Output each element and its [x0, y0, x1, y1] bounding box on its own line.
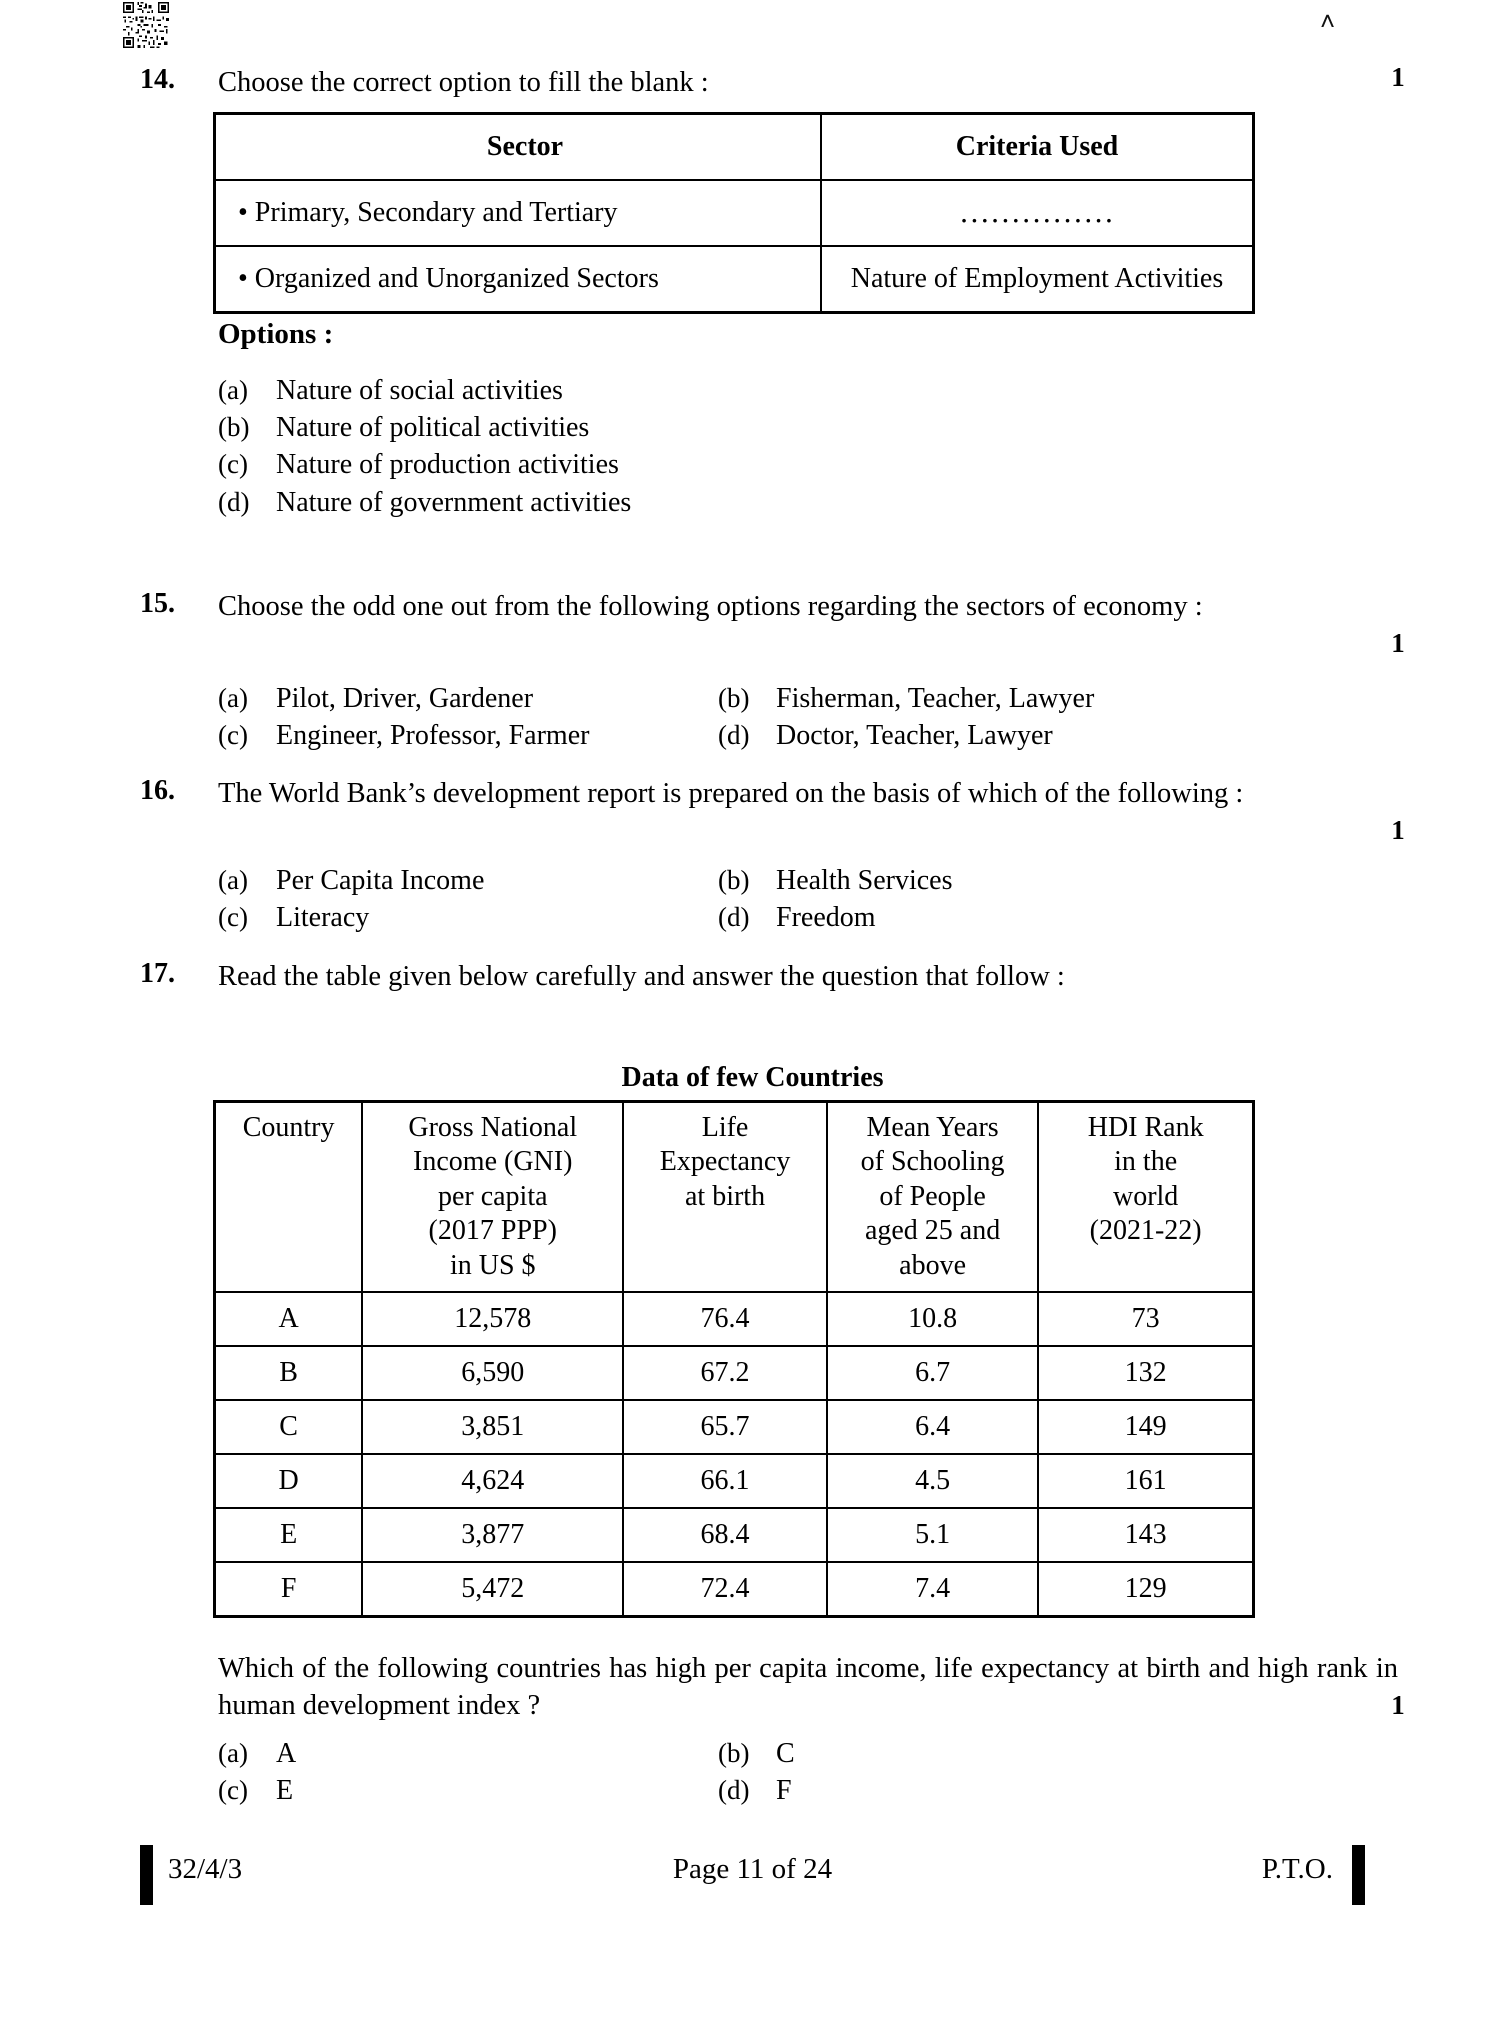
paper-code: 32/4/3	[168, 1853, 243, 1885]
header-school-line-3: of People	[879, 1180, 986, 1212]
option-b-text: Fisherman, Teacher, Lawyer	[776, 683, 1095, 714]
cell-gni: 12,578	[362, 1292, 623, 1346]
option-d[interactable]	[218, 484, 1318, 521]
option-b[interactable]	[218, 409, 1318, 446]
option-b-text: Health Services	[776, 865, 953, 896]
option-a-label: (a)	[218, 375, 248, 405]
option-a-text: Per Capita Income	[276, 865, 485, 896]
option-a-text: A	[276, 1738, 297, 1769]
question-17	[140, 958, 1320, 995]
table-header-row	[215, 1102, 1254, 1293]
cell-mean-schooling: 6.7	[827, 1346, 1038, 1400]
question-16-marks: 1	[1391, 815, 1405, 845]
cell-country: E	[215, 1508, 363, 1562]
header-school-line-1: Mean Years	[866, 1112, 999, 1143]
header-life-line-2: Expectancy	[659, 1146, 791, 1178]
header-school-line-2: of Schooling	[860, 1146, 1005, 1178]
option-row	[218, 1735, 1398, 1772]
cell-gni: 3,877	[362, 1508, 623, 1562]
header-hdi-line-4: (2021-22)	[1089, 1215, 1202, 1247]
cell-gni: 5,472	[362, 1562, 623, 1617]
qr-code	[118, 2, 174, 48]
option-d-text: Doctor, Teacher, Lawyer	[776, 720, 1053, 752]
header-country	[215, 1102, 363, 1293]
option-c-label: (c)	[218, 1775, 248, 1806]
cell-country: C	[215, 1400, 363, 1454]
header-hdi-line-3: world	[1112, 1180, 1179, 1212]
cell-sector-primary: • Primary, Secondary and Tertiary	[215, 180, 822, 246]
table-row	[215, 1562, 1254, 1617]
cell-mean-schooling: 10.8	[827, 1292, 1038, 1346]
sectors-table	[213, 112, 1255, 314]
header-gni-line-4: (2017 PPP)	[428, 1215, 557, 1247]
cell-hdi-rank: 129	[1038, 1562, 1253, 1617]
header-criteria-used: Criteria Used	[821, 114, 1254, 181]
option-d-text: F	[776, 1775, 792, 1807]
cell-life-expectancy: 76.4	[623, 1292, 827, 1346]
option-a[interactable]	[218, 680, 718, 717]
cell-mean-schooling: 6.4	[827, 1400, 1038, 1454]
header-sector: Sector	[215, 114, 822, 181]
option-a-label: (a)	[218, 865, 248, 895]
option-d-text: Freedom	[776, 902, 876, 934]
header-gni	[362, 1102, 623, 1293]
cell-hdi-rank: 143	[1038, 1508, 1253, 1562]
option-b[interactable]	[718, 680, 1094, 717]
question-17-marks: 1	[1391, 1690, 1405, 1720]
header-hdi-line-1: HDI Rank	[1087, 1112, 1204, 1143]
option-b-label: (b)	[718, 683, 750, 713]
option-row	[218, 680, 1398, 717]
question-17-prompt: Read the table given below carefully and answer the question that follow :	[218, 961, 1065, 992]
table-row	[215, 1400, 1254, 1454]
cell-country: D	[215, 1454, 363, 1508]
question-14-marks: 1	[1391, 62, 1405, 92]
question-16-prompt: The World Bank’s development report is prepared on the basis of which of the following :	[218, 778, 1244, 809]
option-b-text: Nature of political activities	[276, 412, 590, 444]
cell-criteria-employment: Nature of Employment Activities	[821, 246, 1254, 313]
cell-life-expectancy: 67.2	[623, 1346, 827, 1400]
cell-mean-schooling: 7.4	[827, 1562, 1038, 1617]
option-b-label: (b)	[218, 412, 250, 443]
option-a-text: Nature of social activities	[276, 375, 563, 406]
option-c-text: E	[276, 1775, 294, 1807]
cell-country: B	[215, 1346, 363, 1400]
option-row	[218, 899, 1398, 936]
header-hdi-rank	[1038, 1102, 1253, 1293]
header-school-line-5: above	[899, 1249, 967, 1281]
header-hdi-line-2: in the	[1114, 1146, 1178, 1178]
option-b-label: (b)	[718, 1738, 750, 1768]
option-c[interactable]	[218, 1772, 718, 1809]
option-c-label: (c)	[218, 720, 248, 751]
cell-mean-schooling: 5.1	[827, 1508, 1038, 1562]
countries-table	[213, 1100, 1255, 1618]
cell-gni: 4,624	[362, 1454, 623, 1508]
table-row	[215, 180, 1254, 246]
table-row	[215, 1346, 1254, 1400]
question-14-options	[218, 372, 1318, 521]
caret-mark: ˄	[1320, 6, 1336, 36]
option-row	[218, 717, 1398, 754]
question-15	[140, 588, 1320, 625]
question-15-options	[218, 680, 1398, 754]
option-c-label: (c)	[218, 449, 248, 480]
pto-label: P.T.O.	[1261, 1853, 1333, 1885]
option-d-label: (d)	[718, 1775, 750, 1806]
option-b-text: C	[776, 1738, 795, 1769]
page-number: Page 11 of 24	[672, 1853, 833, 1885]
cell-life-expectancy: 72.4	[623, 1562, 827, 1617]
question-14-number: 14.	[140, 64, 175, 95]
question-16-options	[218, 862, 1398, 936]
options-heading: Options :	[218, 318, 334, 350]
option-c[interactable]	[218, 446, 1318, 483]
question-17-number: 17.	[140, 958, 175, 989]
cell-life-expectancy: 66.1	[623, 1454, 827, 1508]
option-d-label: (d)	[718, 902, 750, 933]
option-c-label: (c)	[218, 902, 248, 933]
header-life-line-1: Life	[701, 1112, 749, 1143]
cell-hdi-rank: 161	[1038, 1454, 1253, 1508]
option-d-label: (d)	[218, 486, 250, 517]
option-b[interactable]	[718, 862, 953, 899]
option-b-label: (b)	[718, 865, 750, 895]
question-15-marks: 1	[1391, 628, 1405, 658]
table-row	[215, 246, 1254, 313]
question-14-prompt: Choose the correct option to fill the blank :	[218, 67, 709, 98]
question-15-prompt: Choose the odd one out from the following options regarding the sectors of economy :	[218, 591, 1203, 622]
option-d-text: Nature of government activities	[276, 486, 632, 518]
cell-country: A	[215, 1292, 363, 1346]
cell-sector-organized: • Organized and Unorganized Sectors	[215, 246, 822, 313]
option-c[interactable]	[218, 899, 718, 936]
header-gni-line-2: Income (GNI)	[413, 1146, 573, 1178]
option-d-label: (d)	[718, 720, 750, 751]
option-c-text: Literacy	[276, 902, 370, 934]
header-school-line-4: aged 25 and	[864, 1215, 1001, 1247]
header-mean-years-schooling	[827, 1102, 1038, 1293]
countries-table-title: Data of few Countries	[621, 1062, 884, 1093]
cell-life-expectancy: 65.7	[623, 1400, 827, 1454]
question-15-number: 15.	[140, 588, 175, 619]
cell-gni: 3,851	[362, 1400, 623, 1454]
cell-country: F	[215, 1562, 363, 1617]
cell-gni: 6,590	[362, 1346, 623, 1400]
table-header-row	[215, 114, 1254, 181]
header-life-line-3: at birth	[685, 1180, 766, 1212]
header-life-expectancy	[623, 1102, 827, 1293]
header-gni-line-5: in US $	[449, 1249, 536, 1281]
cell-life-expectancy: 68.4	[623, 1508, 827, 1562]
option-d[interactable]	[718, 717, 1053, 754]
cell-mean-schooling: 4.5	[827, 1454, 1038, 1508]
option-c-text: Engineer, Professor, Farmer	[276, 720, 590, 752]
option-d[interactable]	[718, 1772, 792, 1809]
cell-hdi-rank: 132	[1038, 1346, 1253, 1400]
option-row	[218, 1772, 1398, 1809]
option-c-text: Nature of production activities	[276, 449, 619, 481]
option-a-label: (a)	[218, 683, 248, 713]
option-a-text: Pilot, Driver, Gardener	[276, 683, 534, 714]
cell-criteria-blank: ․․․․․․․․․․․․․․․	[821, 180, 1254, 246]
question-17-sub-question: Which of the following countries has high per capita income, life expectancy at birth and high rank in human development index ?	[218, 1653, 1398, 1722]
option-a[interactable]	[218, 372, 1318, 409]
header-country-line: Country	[242, 1112, 335, 1143]
option-d[interactable]	[718, 899, 876, 936]
option-c[interactable]	[218, 717, 718, 754]
table-row	[215, 1508, 1254, 1562]
question-14	[140, 64, 1320, 101]
option-a[interactable]	[218, 1735, 718, 1772]
question-16-number: 16.	[140, 775, 175, 806]
option-a-label: (a)	[218, 1738, 248, 1768]
cell-hdi-rank: 149	[1038, 1400, 1253, 1454]
table-row	[215, 1454, 1254, 1508]
table-row	[215, 1292, 1254, 1346]
option-a[interactable]	[218, 862, 718, 899]
question-16	[140, 775, 1320, 812]
option-b[interactable]	[718, 1735, 795, 1772]
question-17-options	[218, 1735, 1398, 1809]
header-gni-line-1: Gross National	[408, 1112, 578, 1143]
option-row	[218, 862, 1398, 899]
page-footer	[140, 1845, 1365, 1905]
footer-bar-right	[1352, 1845, 1365, 1905]
header-gni-line-3: per capita	[437, 1180, 548, 1212]
cell-hdi-rank: 73	[1038, 1292, 1253, 1346]
